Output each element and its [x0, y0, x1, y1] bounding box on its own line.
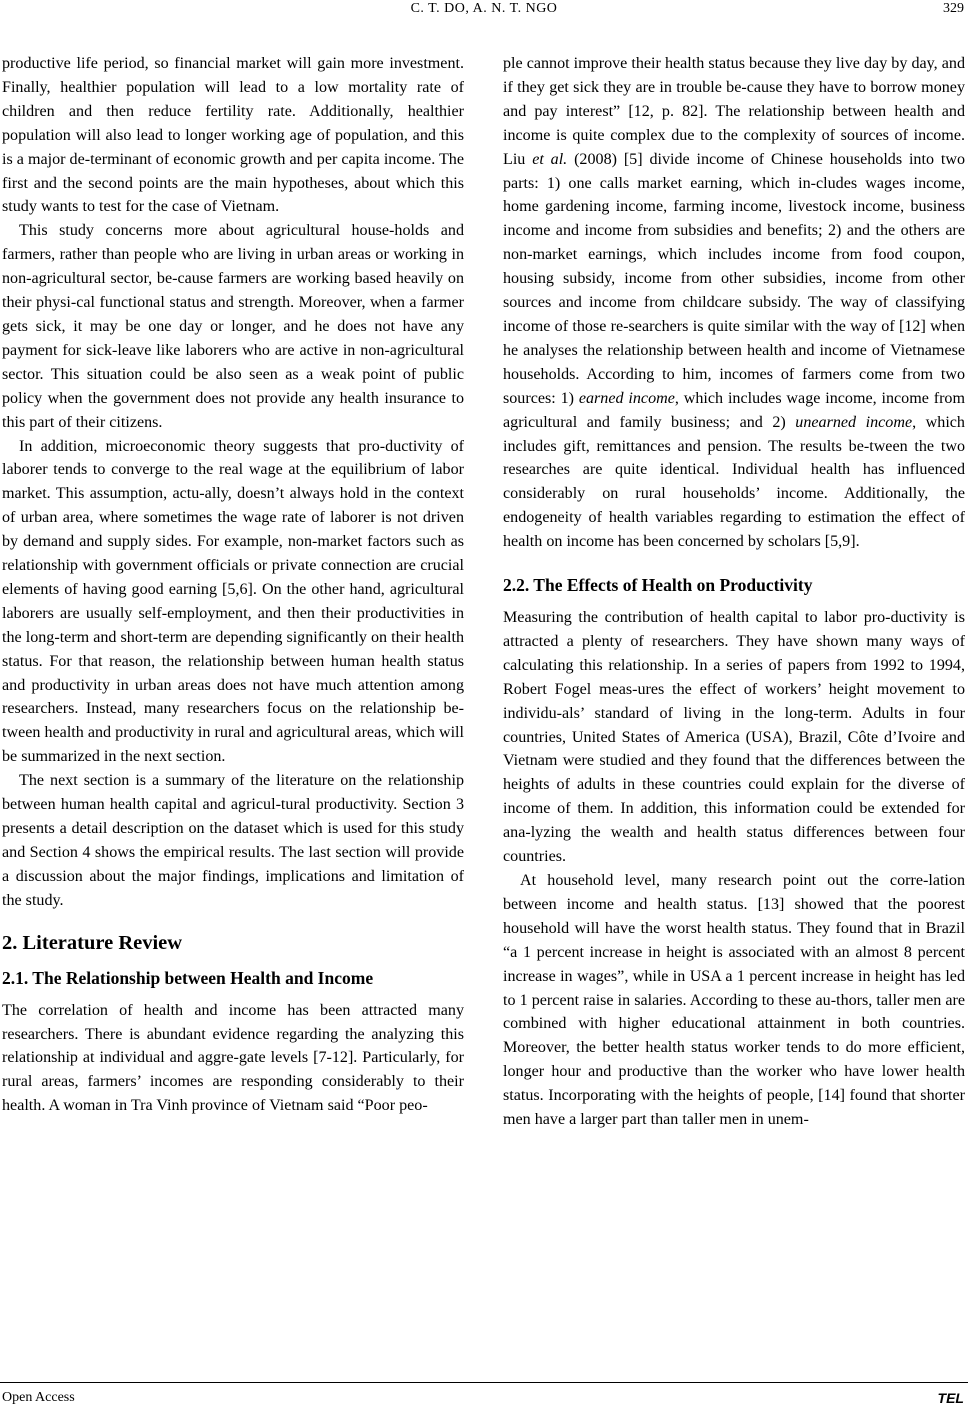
paragraph: The correlation of health and income has been attracted many researchers. There is abundant evidence regarding the analyzing this relationship at individual and aggre-gate levels [7-12]. Particularly, for rural areas, farmers’ incomes are responding considerably to their health. A woman in Tra Vinh province of Vietnam said “Poor peo-	[2, 1001, 464, 1115]
footer-journal-abbrev: TEL	[937, 1390, 964, 1406]
subsection-heading: 2.1. The Relationship between Health and Income	[2, 967, 374, 988]
running-head: C. T. DO, A. N. T. NGO	[410, 1, 558, 16]
footer-rule	[0, 1382, 968, 1383]
italic-run: unearned income	[795, 413, 913, 431]
section-heading: 2. Literature Review	[2, 931, 183, 954]
page-number: 329	[943, 1, 964, 16]
paragraph: This study concerns more about agricultural house-holds and farmers, rather than people who are living in urban areas or working in non-agricultural sector, be-cause farmers are working based heavily on their physi-cal functional status and strength. Moreover, when a farmer gets sick, it may be one day or longer, and he does not have any payment for sick-leave like laborers who are active in non-agricultural sector. This situation could be also seen as a weak point of public policy when the government does not provide any health insurance to this part of their citizens.	[2, 222, 464, 431]
paragraph: At household level, many research point out the corre-lation between income and health status. [13] showed that the poorest household will have the worst health status. They found that in Brazil “a 1 percent increase in height is associated with an almost 8 percent increase in wages”, while in USA a 1 percent increase in height has led to 1 percent raise in salaries. According to these au-thors, taller men are combined with higher educational attainment in both countries. Moreover, the better health status worker tends to do more efficient, longer hour and productive than the worker who have lower health status. Incorporating with the heights of people, [14] found that shorter men have a larger part than taller men in unem-	[503, 872, 965, 1129]
paragraph	[503, 52, 965, 554]
page-footer	[0, 1390, 968, 1410]
paragraph: Measuring the contribution of health capital to labor pro-ductivity is attracted a plenty of researchers. They have shown many ways of calculating this relationship. In a series of papers from 1992 to 1994, Robert Fogel meas-ures the effect of workers’ height movement to individu-als’ standard of living in the long-term. Adults in four countries, United States of America (USA), Brazil, Côte d’Ivoire and Vietnam were studied and they found that the differences between the heights of adults in these countries could explain for the diverse of income of them. In addition, this information could be extended for ana-lyzing the wealth and health status differences between four countries.	[503, 609, 965, 866]
text-run: , which includes gift, remittances and pension. The results be-tween the two researches are quite identical. Individual health has influenced considerably on rural households’ income. Additionally, the endogeneity of health variables regarding to estimation the effect of health on income has been concerned by scholars [5,9].	[503, 413, 965, 551]
footer-access-label: Open Access	[2, 1390, 75, 1405]
left-column	[2, 52, 464, 1118]
text-run: ple cannot improve their health status because they live day by day, and if they get sick they are in trouble be-cause they have to borrow money and pay interest” [12, p. 82]. The relationship between health and income is quite complex due to the complexity of sources of income. Liu	[503, 55, 965, 168]
subsection-heading: 2.2. The Effects of Health on Productivity	[503, 575, 813, 596]
paragraph: The next section is a summary of the literature on the relationship between human health capital and agricul-tural productivity. Section 3 presents a detail description on the dataset which is used for this study and Section 4 shows the empirical results. The last section will provide a discussion about the major findings, implications and limitation of the study.	[2, 772, 464, 909]
italic-run: et al.	[532, 150, 568, 168]
page-header	[0, 0, 968, 22]
paragraph: In addition, microeconomic theory suggests that pro-ductivity of laborer tends to converge to the real wage at the equilibrium of labor market. This assumption, actu-ally, doesn’t always hold in the context of urban area, where sometimes the wage rate of laborer is not driven by demand and supply sides. For example, non-market factors such as relationship with government officials or private connection are crucial elements of having good earning [5,6]. On the other hand, agricultural laborers are usually self-employment, and then their productivities in the long-term and short-term are depending significantly on their health status. For that reason, the relationship between human health status and productivity in urban areas does not have much attention among researchers. Instead, many researchers focus on the relationship be-tween health and productivity in rural and agricultural areas, which will be summarized in the next section.	[2, 437, 464, 766]
italic-run: earned income	[578, 389, 675, 407]
text-run: (2008) [5] divide income of Chinese households into two parts: 1) one calls market earning, which in-cludes wages income, home gardening income, farming income, livestock income, business income and income from subsidies and benefits; 2) and the others are non-market earnings, which includes income from food coupon, housing subsidy, income from other subsidies, income from other sources and income from childcare subsidy. The way of classifying income of those re-searchers is quite similar with the way of [12] when he analyses the relationship between health and income of Vietnamese households. According to him, incomes of farmers come from two sources: 1)	[503, 150, 965, 407]
right-column	[503, 52, 965, 1132]
paragraph: productive life period, so financial market will gain more investment. Finally, healthier population will lead to a low mortality rate of children and then reduce fertility rate. Additionally, healthier population will also lead to longer working age of population, and this is a major de-terminant of economic growth and per capita income. The first and the second points are the main hypotheses, about which this study wants to test for the case of Vietnam.	[2, 55, 464, 216]
text-run: , which includes wage income, income from agricultural and family business; and 2)	[503, 389, 965, 431]
